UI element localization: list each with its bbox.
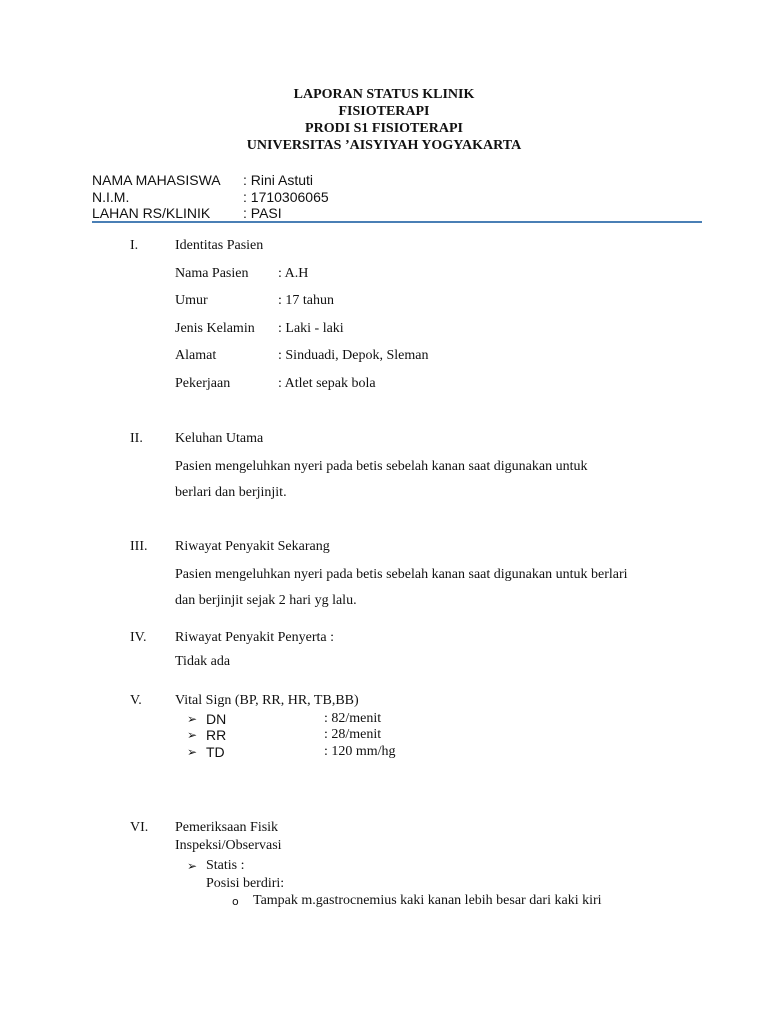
section-3-body-line: Pasien mengeluhkan nyeri pada betis sebelah kanan saat digunakan untuk berlari — [175, 567, 628, 582]
section-2-title: Keluhan Utama — [175, 431, 264, 446]
student-site-label: LAHAN RS/KLINIK — [92, 205, 211, 221]
field-label: Jenis Kelamin — [175, 321, 255, 336]
field-value: : Sinduadi, Depok, Sleman — [278, 348, 429, 363]
header-divider — [92, 221, 702, 223]
vital-value: : 82/menit — [324, 711, 382, 726]
statis-label: Statis : — [206, 858, 245, 873]
section-6-title: Pemeriksaan Fisik — [175, 820, 279, 835]
vital-label: DN — [206, 711, 227, 727]
vital-value: : 120 mm/hg — [324, 744, 396, 759]
section-3-body-line: dan berjinjit sejak 2 hari yg lalu. — [175, 593, 357, 608]
student-nim-value: : 1710306065 — [243, 189, 329, 205]
section-2-body-line: Pasien mengeluhkan nyeri pada betis sebelah kanan saat digunakan untuk — [175, 459, 588, 474]
section-3-title: Riwayat Penyakit Sekarang — [175, 539, 330, 554]
field-value: : 17 tahun — [278, 293, 334, 308]
field-value: : Laki - laki — [278, 321, 344, 336]
report-title: LAPORAN STATUS KLINIK — [293, 87, 475, 102]
field-label: Alamat — [175, 348, 217, 363]
arrow-bullet-icon: ➢ — [187, 728, 198, 742]
section-6-number: VI. — [130, 820, 149, 835]
report-subtitle-university: UNIVERSITAS ’AISYIYAH YOGYAKARTA — [246, 138, 522, 153]
section-2-number: II. — [130, 431, 143, 446]
section-4-body: Tidak ada — [175, 654, 231, 669]
section-5-title: Vital Sign (BP, RR, HR, TB,BB) — [175, 693, 359, 708]
report-subtitle-fisioterapi: FISIOTERAPI — [338, 104, 430, 119]
section-5-number: V. — [130, 693, 142, 708]
student-nim-label: N.I.M. — [92, 189, 130, 205]
field-value: : Atlet sepak bola — [278, 376, 376, 391]
section-3-number: III. — [130, 539, 148, 554]
arrow-bullet-icon: ➢ — [187, 859, 198, 873]
section-1-number: I. — [130, 238, 139, 253]
circle-bullet-icon: o — [232, 895, 239, 908]
section-2-body-line: berlari dan berjinjit. — [175, 485, 287, 500]
student-site-value: : PASI — [243, 205, 282, 221]
section-4-title: Riwayat Penyakit Penyerta : — [175, 630, 335, 645]
student-name-label: NAMA MAHASISWA — [92, 172, 221, 188]
vital-value: : 28/menit — [324, 727, 382, 742]
section-1-title: Identitas Pasien — [175, 238, 264, 253]
student-name-value: : Rini Astuti — [243, 172, 314, 188]
section-6-subtitle: Inspeksi/Observasi — [175, 838, 282, 853]
posisi-label: Posisi berdiri: — [206, 876, 285, 891]
vital-label: RR — [206, 727, 227, 743]
observation-item: Tampak m.gastrocnemius kaki kanan lebih besar dari kaki kiri — [253, 893, 602, 908]
field-label: Nama Pasien — [175, 266, 249, 281]
field-label: Umur — [175, 293, 208, 308]
field-label: Pekerjaan — [175, 376, 231, 391]
section-4-number: IV. — [130, 630, 147, 645]
field-value: : A.H — [278, 266, 309, 281]
report-subtitle-prodi: PRODI S1 FISIOTERAPI — [305, 121, 463, 136]
arrow-bullet-icon: ➢ — [187, 712, 198, 726]
arrow-bullet-icon: ➢ — [187, 745, 198, 759]
vital-label: TD — [206, 744, 225, 760]
